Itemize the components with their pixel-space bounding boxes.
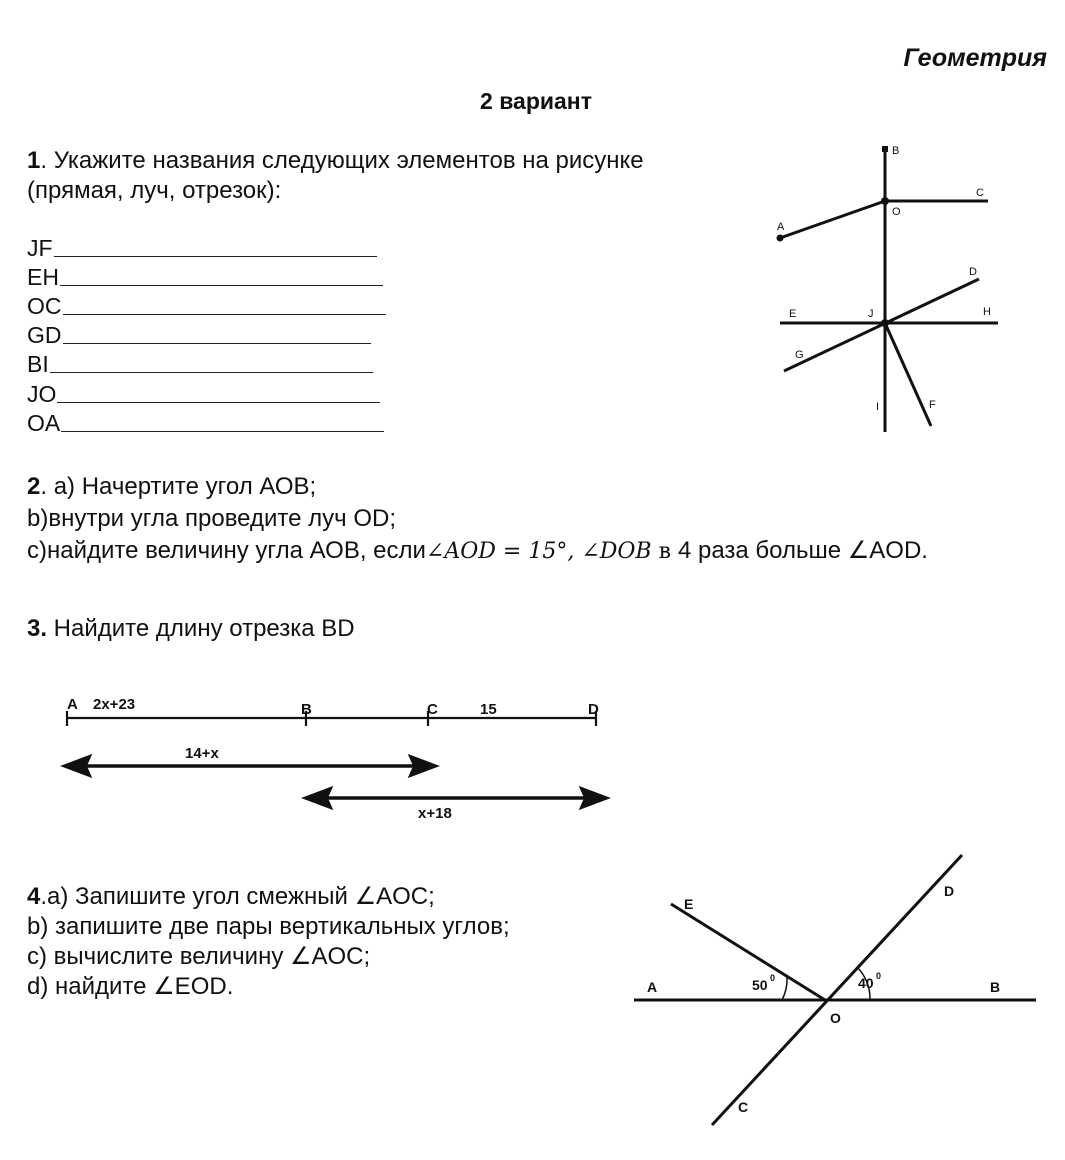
label-h: H [983, 306, 991, 318]
label-f: F [929, 399, 936, 411]
label-e: E [789, 308, 797, 320]
label-a: A [67, 696, 78, 713]
task1-figure [770, 140, 1010, 440]
answer-label: JF [27, 235, 53, 261]
answer-label: GD [27, 322, 62, 348]
label-c: C [427, 701, 438, 718]
task3-number: 3. [27, 615, 48, 642]
label-d: D [969, 266, 977, 278]
answer-row-oc [27, 292, 386, 321]
answer-line[interactable] [63, 343, 371, 344]
point-j-marker [881, 319, 889, 327]
point-b-marker [882, 146, 888, 152]
degree-mark-50: 0 [770, 973, 776, 983]
answer-label: OC [27, 293, 62, 319]
task2-line-b: b)внутри угла проведите луч OD; [27, 505, 396, 532]
arc-50 [782, 977, 787, 1000]
ray-oe [671, 904, 825, 1000]
task3-figure [55, 690, 625, 830]
task2-a-text: . а) Начертите угол АОВ; [40, 473, 317, 500]
task3-title [27, 614, 355, 644]
label-d: D [944, 883, 955, 899]
label-a: A [777, 221, 785, 233]
line-cd [712, 855, 962, 1125]
arrow-bd-left-head [306, 789, 330, 807]
task4-a-text: .а) Запишите угол смежный ∠AOC; [40, 883, 435, 910]
arrow-ac-right-head [411, 757, 435, 775]
task2-c-math-v: в [651, 539, 678, 564]
label-c: C [976, 187, 984, 199]
label-a: A [647, 979, 658, 995]
line-gd [784, 279, 979, 371]
label-15: 15 [480, 701, 497, 718]
answer-label: BI [27, 351, 49, 377]
label-o: O [892, 206, 901, 218]
task4-line-d: d) найдите ∠EOD. [27, 973, 234, 1000]
label-i: I [876, 401, 880, 413]
task1-text: . Укажите названия следующих элементов на рисунке [40, 147, 644, 174]
task4-number: 4 [27, 883, 41, 910]
arrow-bd-right-head [582, 789, 606, 807]
answer-line[interactable] [60, 285, 383, 286]
angle-40-label: 40 [858, 975, 874, 991]
label-x18: x+18 [418, 805, 452, 822]
task4-figure [625, 845, 1045, 1135]
label-14x: 14+x [185, 745, 219, 762]
label-d: D [588, 701, 599, 718]
task4-line-c: с) вычислите величину ∠AOC; [27, 943, 371, 970]
answer-row-oa [27, 409, 384, 438]
task1-number: 1 [27, 147, 41, 174]
task2-number: 2 [27, 473, 41, 500]
label-o: O [830, 1010, 841, 1026]
answer-label: EH [27, 264, 59, 290]
task4-line-a [27, 882, 435, 912]
task2-c-suffix: 4 раза больше ∠AOD. [677, 537, 928, 564]
label-2x23: 2x+23 [93, 696, 136, 713]
arrow-ac-left-head [65, 757, 89, 775]
task4-line-b: b) запишите две пары вертикальных углов; [27, 913, 510, 940]
label-j: J [868, 308, 874, 320]
segment-jf [885, 323, 931, 426]
answer-line[interactable] [57, 402, 380, 403]
degree-mark-40: 0 [876, 971, 882, 981]
point-a-marker [777, 235, 784, 242]
answer-row-eh [27, 263, 383, 292]
task2-line-a [27, 472, 316, 502]
answer-row-jf [27, 234, 377, 263]
task2-line-c [27, 536, 928, 567]
task3-text: Найдите длину отрезка BD [47, 615, 355, 642]
label-c: C [738, 1099, 749, 1115]
task2-c-math: ∠AOD = 15°, ∠DOB [425, 539, 652, 564]
label-b: B [301, 701, 312, 718]
label-b: B [990, 979, 1001, 995]
answer-line[interactable] [63, 314, 386, 315]
answer-row-gd [27, 321, 371, 350]
task1-line1 [27, 146, 644, 176]
answer-label: OA [27, 410, 61, 436]
answer-line[interactable] [54, 256, 377, 257]
answer-label: JO [27, 381, 57, 407]
answer-row-jo [27, 380, 380, 409]
point-o-marker [881, 197, 889, 205]
task2-c-prefix: с)найдите величину угла АОВ, если [27, 537, 426, 564]
label-b: B [892, 145, 900, 157]
answer-row-bi [27, 350, 373, 379]
variant-title: 2 вариант [480, 88, 592, 114]
subject-title: Геометрия [903, 44, 1047, 72]
angle-50-label: 50 [752, 977, 768, 993]
answer-line[interactable] [61, 431, 384, 432]
task1-line2: (прямая, луч, отрезок): [27, 177, 282, 204]
answer-line[interactable] [50, 372, 373, 373]
segment-oa [780, 201, 885, 238]
label-e: E [684, 896, 694, 912]
label-g: G [795, 349, 804, 361]
